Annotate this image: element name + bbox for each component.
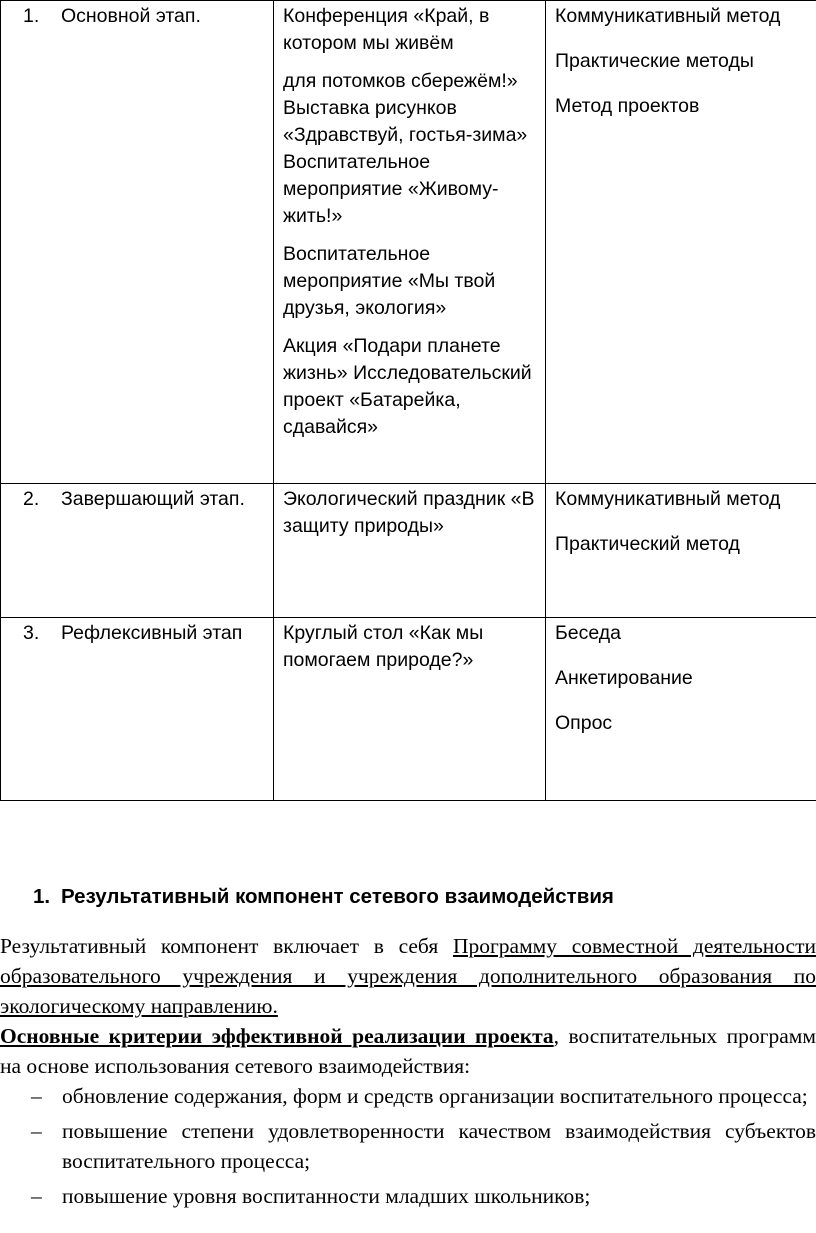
activity-text: Круглый стол «Как мы помогаем природе?» <box>283 622 484 671</box>
table-row <box>1 618 816 801</box>
stage-cell <box>1 618 274 801</box>
paragraph-criteria-intro <box>0 1021 816 1081</box>
stage-number: 2. <box>23 488 40 510</box>
paragraph-text: Результативный компонент включает в себя <box>0 934 453 958</box>
activity-text: Акция «Подари планете жизнь» Исследовательский проект «Батарейка, сдавайся» <box>283 335 532 438</box>
table-row <box>1 1 816 484</box>
method-text: Анкетирование <box>555 667 693 689</box>
activity-text: Конференция «Край, в котором мы живём <box>283 5 490 54</box>
method-text: Опрос <box>555 712 613 734</box>
methods-cell <box>546 618 816 801</box>
stage-name: Основной этап. <box>61 5 201 27</box>
method-text: Беседа <box>555 622 622 644</box>
method-text: Практический метод <box>555 533 740 555</box>
stage-cell <box>1 1 274 484</box>
stage-name: Рефлексивный этап <box>61 622 243 644</box>
activities-cell <box>274 618 546 801</box>
activities-cell <box>274 1 546 484</box>
list-item <box>0 1081 816 1111</box>
list-item <box>0 1181 816 1211</box>
criteria-heading: Основные критерии эффективной реализации проекта <box>0 1024 554 1048</box>
method-text: Коммуникативный метод <box>555 5 781 27</box>
paragraph-result-component <box>0 931 816 1021</box>
stage-cell <box>1 484 274 618</box>
methods-cell <box>546 1 816 484</box>
activity-text: для потомков сбережём!» Выставка рисунков «Здравствуй, гостья-зима» Воспитательное мероприятие «Живому-жить!» <box>283 70 528 227</box>
stage-number: 1. <box>23 5 40 27</box>
criterion-text: повышение уровня воспитанности младших школьников; <box>62 1184 591 1208</box>
criteria-list <box>0 1081 816 1211</box>
section-heading <box>33 882 816 912</box>
criterion-text: обновление содержания, форм и средств организации воспитательного процесса; <box>62 1084 808 1108</box>
paragraph-text: , воспитательных программ на основе использования сетевого взаимодействия: <box>0 1024 816 1078</box>
stage-name: Завершающий этап. <box>61 488 245 510</box>
section-title: Результативный компонент сетевого взаимодействия <box>61 885 614 908</box>
table-row <box>1 484 816 618</box>
list-item <box>0 1116 816 1176</box>
activity-text: Экологический праздник «В защиту природы» <box>283 488 535 537</box>
method-text: Метод проектов <box>555 95 700 117</box>
stage-number: 3. <box>23 622 40 644</box>
dash-bullet: – <box>31 1184 42 1208</box>
criterion-text: повышение степени удовлетворенности качеством взаимодействия субъектов воспитательного процесса; <box>62 1119 816 1173</box>
method-text: Практические методы <box>555 50 754 72</box>
results-section <box>0 882 816 1216</box>
section-number: 1. <box>33 885 51 908</box>
program-reference: Программу совместной деятельности образовательного учреждения и учреждения дополнительного образования по экологическому направлению. <box>0 934 816 1018</box>
activity-text: Воспитательное мероприятие «Мы твой друзья, экология» <box>283 243 496 319</box>
dash-bullet: – <box>31 1084 42 1108</box>
methods-cell <box>546 484 816 618</box>
activities-cell <box>274 484 546 618</box>
dash-bullet: – <box>31 1119 42 1143</box>
method-text: Коммуникативный метод <box>555 488 781 510</box>
